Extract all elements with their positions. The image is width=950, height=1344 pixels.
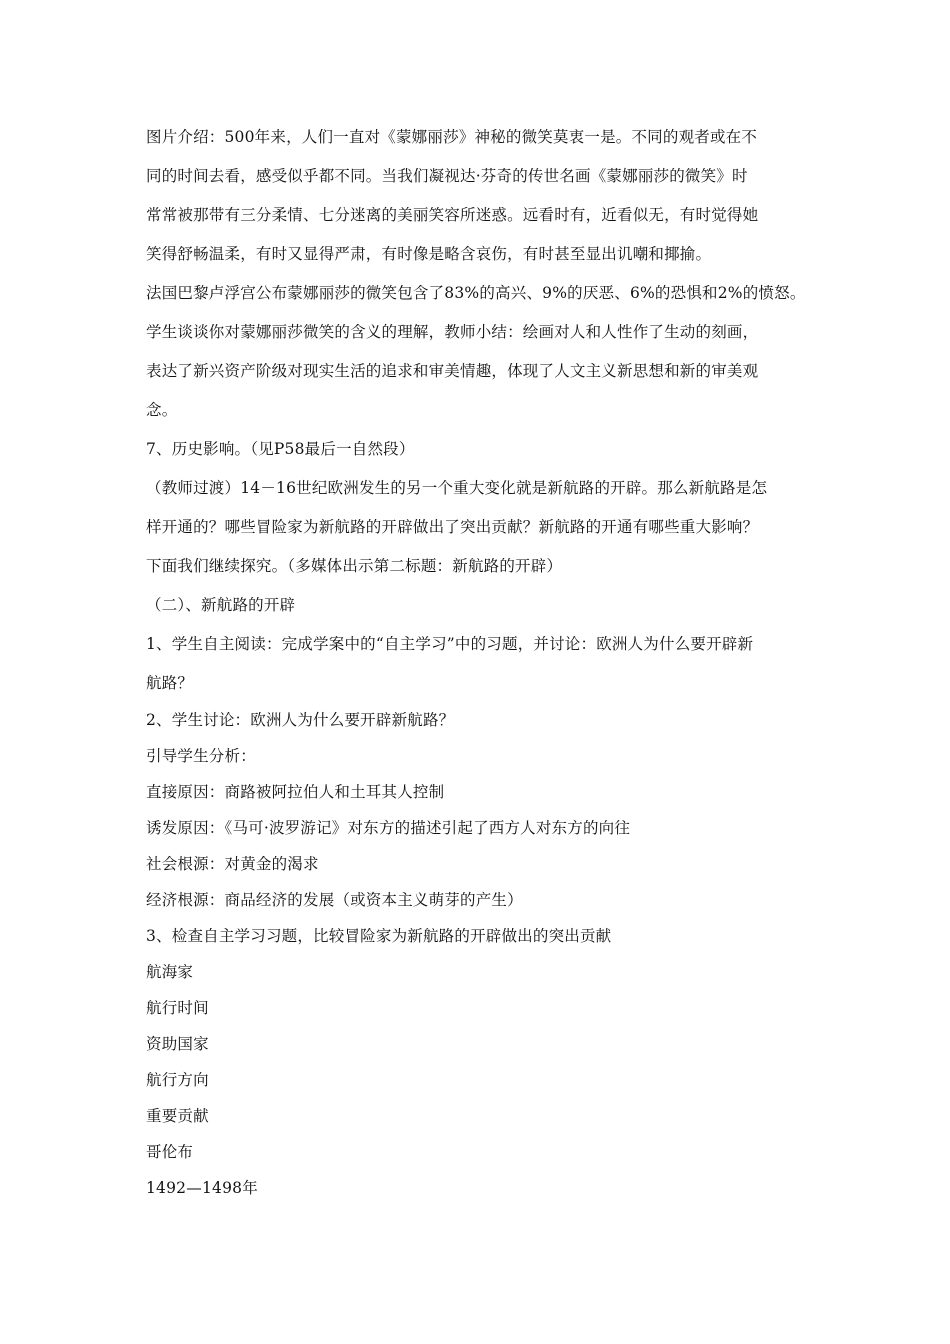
paragraph-line: 笑得舒畅温柔，有时又显得严肃，有时像是略含哀伤，有时甚至显出讥嘲和揶揄。: [146, 245, 712, 263]
section-heading: （二）、新航路的开辟: [146, 596, 296, 614]
paragraph-line: 常常被那带有三分柔情、七分迷离的美丽笑容所迷惑。远看时有，近看似无，有时觉得她: [146, 206, 759, 224]
table-cell: 哥伦布: [146, 1143, 194, 1161]
paragraph-line: 航路？: [146, 674, 194, 692]
paragraph-line: 诱发原因：《马可·波罗游记》对东方的描述引起了西方人对东方的向往: [146, 819, 631, 837]
section-heading: 7、历史影响。（见P58最后一自然段）: [146, 440, 415, 458]
paragraph-line: 下面我们继续探究。（多媒体出示第二标题：新航路的开辟）: [146, 557, 563, 575]
paragraph-line: 图片介绍：500年来，人们一直对《蒙娜丽莎》神秘的微笑莫衷一是。不同的观者或在不: [146, 128, 758, 146]
table-cell: 1492—1498年: [146, 1179, 258, 1197]
table-cell: 重要贡献: [146, 1107, 209, 1125]
paragraph-line: 法国巴黎卢浮宫公布蒙娜丽莎的微笑包含了83%的高兴、9%的厌恶、6%的恐惧和2%的愤怒。: [146, 284, 806, 302]
paragraph-line: 社会根源：对黄金的渴求: [146, 855, 319, 873]
paragraph-line: 1、学生自主阅读：完成学案中的“自主学习”中的习题，并讨论：欧洲人为什么要开辟新: [146, 635, 754, 653]
paragraph-line: 同的时间去看，感受似乎都不同。当我们凝视达·芬奇的传世名画《蒙娜丽莎的微笑》时: [146, 167, 748, 185]
table-cell: 航海家: [146, 963, 194, 981]
paragraph-line: 学生谈谈你对蒙娜丽莎微笑的含义的理解，教师小结：绘画对人和人性作了生动的刻画，: [146, 323, 759, 341]
paragraph-line: 经济根源：商品经济的发展（或资本主义萌芽的产生）: [146, 891, 523, 909]
table-cell: 航行时间: [146, 999, 209, 1017]
paragraph-line: 直接原因：商路被阿拉伯人和土耳其人控制: [146, 783, 445, 801]
paragraph-line: 3、检查自主学习习题，比较冒险家为新航路的开辟做出的突出贡献: [146, 927, 612, 945]
table-cell: 航行方向: [146, 1071, 209, 1089]
paragraph-line: 引导学生分析：: [146, 747, 256, 765]
paragraph-line: 2、学生讨论：欧洲人为什么要开辟新航路？: [146, 711, 455, 729]
paragraph-line: 表达了新兴资产阶级对现实生活的追求和审美情趣，体现了人文主义新思想和新的审美观: [146, 362, 759, 380]
table-cell: 资助国家: [146, 1035, 209, 1053]
paragraph-line: 样开通的？哪些冒险家为新航路的开辟做出了突出贡献？新航路的开通有哪些重大影响？: [146, 518, 759, 536]
paragraph-line: （教师过渡）14－16世纪欧洲发生的另一个重大变化就是新航路的开辟。那么新航路是怎: [146, 479, 768, 497]
paragraph-line: 念。: [146, 401, 178, 419]
